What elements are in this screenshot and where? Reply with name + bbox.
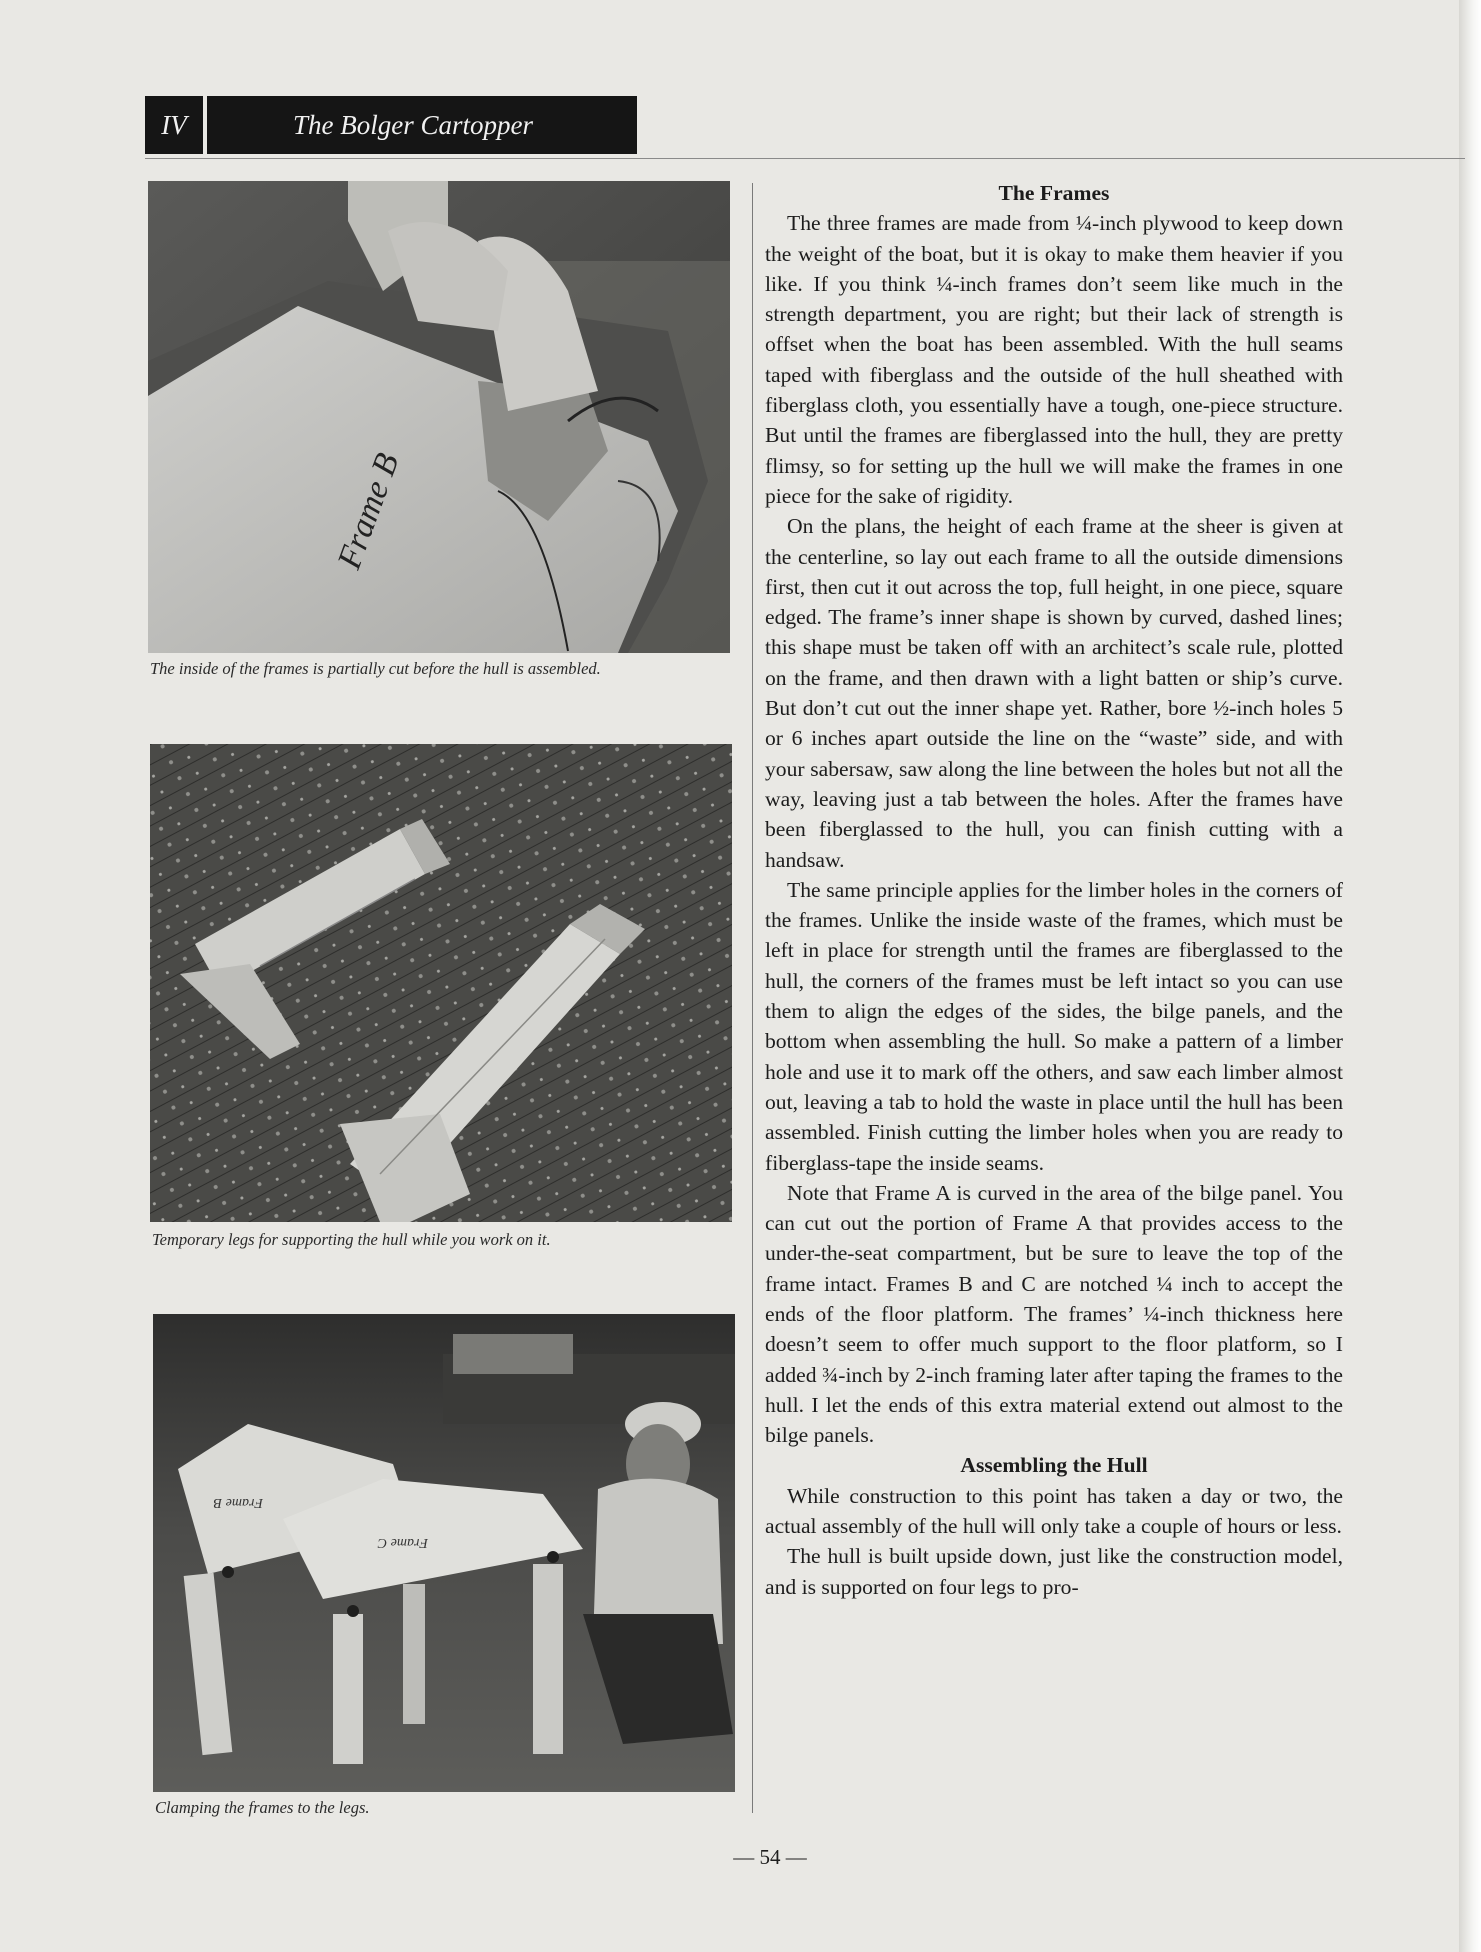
photo-temporary-legs xyxy=(150,744,732,1222)
header-rule xyxy=(145,158,1465,159)
paragraph: The hull is built upside down, just like the construction model, and is supported on four legs to pro- xyxy=(765,1544,1343,1599)
caption-photo-3: Clamping the frames to the legs. xyxy=(155,1798,370,1817)
running-header xyxy=(145,96,637,154)
photo-clamping-frames xyxy=(153,1314,735,1792)
paragraph: On the plans, the height of each frame at the sheer is given at the centerline, so lay out each frame to all the outside dimensions first, then cut it out across the top, full height, in one piece, square edged. The frame’s inner shape is shown by curved, dashed lines; this shape must be taken off with an architect’s scale rule, plotted on the frame, and then drawn with a light batten or ship’s curve. But don’t cut out the inner shape yet. Rather, bore ½-inch holes 5 or 6 inches apart outside the line on the “waste” side, and with your sabersaw, saw along the line between the holes but not all the way, leaving just a tab between the holes. After the frames have been fiberglassed to the hull, you can finish cutting with a handsaw. xyxy=(765,514,1343,872)
paragraph: Note that Frame A is curved in the area of the bilge panel. You can cut out the portion of Frame A that provides access to the under-the-seat compartment, but be sure to leave the top of the frame intact. Frames B and C are notched ¼ inch to accept the ends of the floor platform. The frames’ ¼-inch thickness here doesn’t seem to offer much support to the floor platform, so I added ¾-inch by 2-inch framing later after taping the frames to the hull. I let the ends of this extra material extend out almost to the bilge panels. xyxy=(765,1180,1343,1448)
photo-cutting-frame xyxy=(148,181,730,653)
page-number: — 54 — xyxy=(733,1845,807,1869)
heading-assembling-the-hull: Assembling the Hull xyxy=(960,1453,1148,1478)
frame-b-marking: Frame B xyxy=(213,1495,263,1510)
caption-photo-1: The inside of the frames is partially cut before the hull is assembled. xyxy=(150,659,601,678)
chapter-title: The Bolger Cartopper xyxy=(293,109,533,140)
photo-temporary-legs-illustration xyxy=(150,744,732,1222)
paragraph: The three frames are made from ¼-inch plywood to keep down the weight of the boat, but it is okay to make them heavier if you like. If you think ¼-inch frames don’t seem like much in the strength department, you are right; but their lack of strength is offset when the boat has been assembled. With the hull seams taped with fiberglass and the outside of the hull sheathed with fiberglass cloth, you essentially have a tough, one-piece structure. But until the frames are fiberglassed into the hull, they are pretty flimsy, so for setting up the hull we will make the frames in one piece for the sake of rigidity. xyxy=(765,211,1343,508)
photo-clamping-frames-illustration xyxy=(153,1314,735,1792)
column-rule xyxy=(752,183,753,1813)
paragraph: While construction to this point has taken a day or two, the actual assembly of the hull will only take a couple of hours or less. xyxy=(765,1483,1343,1539)
heading-the-frames: The Frames xyxy=(998,181,1110,205)
photo-cutting-frame-illustration xyxy=(148,181,730,653)
frame-c-marking: Frame C xyxy=(377,1535,428,1550)
article-column xyxy=(765,178,1343,1602)
section-number: IV xyxy=(145,96,207,154)
paragraph: The same principle applies for the limber holes in the corners of the frames. Unlike the inside waste of the frames, which must be left in place for strength until the frames are fiberglassed to the hull, the corners of the frames must be left intact so you can use them to align the edges of the sides, the bilge panels, and the bottom when assembling the hull. So make a pattern of a limber hole and use it to mark off the others, and saw each limber almost out, leaving a tab to hold the waste in place until the hull has been assembled. Finish cutting the limber holes when you are ready to fiberglass-tape the inside seams. xyxy=(765,877,1343,1175)
caption-photo-2: Temporary legs for supporting the hull while you work on it. xyxy=(152,1230,551,1249)
frame-b-marking: Frame B xyxy=(330,448,407,574)
page-edge xyxy=(1459,0,1481,1952)
